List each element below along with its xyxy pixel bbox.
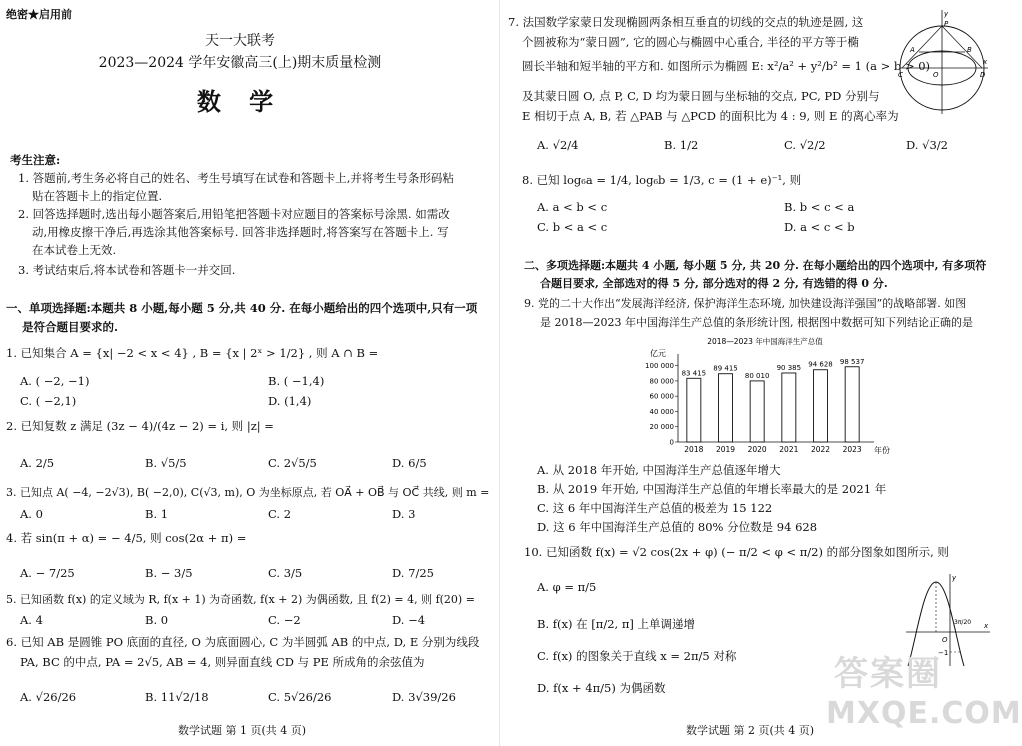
section1-heading-cont: 是符合题目要求的.	[22, 320, 119, 334]
question-5: 5. 已知函数 f(x) 的定义域为 R, f(x + 1) 为奇函数, f(x + 2) 为偶函数, 且 f(2) = 4, 则 f(20) =	[6, 593, 475, 606]
q5-option-a: A. 4	[20, 613, 43, 627]
chart-category-label: 2023	[842, 445, 862, 454]
q7-option-d: D. √3/2	[906, 138, 948, 152]
marine-gdp-bar-chart	[630, 334, 900, 458]
fig7-label: B	[967, 46, 972, 54]
section2-heading-cont: 合题目要求, 全部选对的得 5 分, 部分选对的得 2 分, 有选错的得 0 分.	[540, 277, 888, 290]
q6-option-a: A. √26/26	[20, 690, 77, 704]
question-6: 6. 已知 AB 是圆锥 PO 底面的直径, O 为底面圆心, C 为半圆弧 AB 的中点, D, E 分别为线段	[6, 635, 480, 649]
question-7-line: 及其蒙日圆 O, 点 P, C, D 均为蒙日圆与坐标轴的交点, PC, PD 分别与	[522, 89, 880, 103]
question-6-cont: PA, BC 的中点, PA = 2√5, AB = 4, 则异面直线 CD 与 PE 所成角的余弦值为	[20, 655, 425, 669]
notice-line: 动,用橡皮擦干净后,再选涂其他答案标号. 回答非选择题时,将答案写在答题卡上. 写	[32, 225, 449, 239]
chart-data-label: 83 415	[681, 369, 707, 378]
page-footer-left: 数学试题 第 1 页(共 4 页)	[178, 724, 307, 737]
q1-option-d: D. (1,4)	[268, 394, 312, 408]
q2-option-d: D. 6/5	[392, 456, 427, 470]
q7-option-c: C. √2/2	[784, 138, 826, 152]
fig7-label: x	[983, 58, 988, 66]
chart-data-label: 89 415	[713, 364, 738, 373]
q9-option-d: D. 这 6 年中国海洋生产总值的 80% 分位数是 94 628	[537, 520, 818, 534]
fig7-label: O	[933, 71, 939, 79]
q4-option-b: B. − 3/5	[145, 566, 193, 580]
tangent-pc	[902, 26, 942, 68]
question-4: 4. 若 sin(π + α) = − 4/5, 则 cos(2α + π) =	[6, 531, 247, 545]
fig7-label: C	[898, 71, 903, 79]
q3-option-c: C. 2	[268, 507, 292, 521]
chart-bar	[782, 373, 796, 442]
monge-circle-figure	[898, 6, 990, 118]
q7-option-a: A. √2/4	[537, 138, 579, 152]
q9-option-c: C. 这 6 年中国海洋生产总值的极差为 15 122	[537, 501, 773, 515]
tangent-pd	[942, 26, 982, 68]
chart-category-label: 2021	[779, 445, 799, 454]
q1-option-a: A. ( −2, −1)	[20, 374, 90, 388]
question-1: 1. 已知集合 A = {x| −2 < x < 4} , B = {x | 2ˣ > 1/2} , 则 A ∩ B =	[6, 346, 379, 360]
q10-option-b: B. f(x) 在 [π/2, π] 上单调递增	[537, 617, 696, 631]
chart-bar	[845, 367, 859, 442]
notice-line: 3. 考试结束后,将本试卷和答题卡一并交回.	[18, 263, 236, 277]
q8-option-b: B. b < c < a	[784, 200, 855, 214]
chart-data-label: 98 537	[839, 357, 865, 366]
watermark-brand: 答案圈	[834, 654, 942, 694]
q4-option-d: D. 7/25	[392, 566, 434, 580]
fig7-label: y	[944, 10, 949, 18]
fig7-label: D	[980, 71, 986, 79]
q6-option-c: C. 5√26/26	[268, 690, 332, 704]
notice-line: 在本试卷上无效.	[32, 243, 117, 257]
chart-xlabel: 年份	[874, 446, 890, 455]
q8-option-a: A. a < b < c	[537, 200, 608, 214]
question-10: 10. 已知函数 f(x) = √2 cos(2x + φ) (− π/2 < φ < π/2) 的部分图象如图所示, 则	[524, 545, 949, 559]
notice-line: 贴在答题卡上的指定位置.	[32, 189, 163, 203]
question-7-line: E 相切于点 A, B, 若 △PAB 与 △PCD 的面积比为 4 : 9, 则 E 的离心率为	[522, 109, 899, 123]
question-9-cont: 是 2018—2023 年中国海洋生产总值的条形统计图, 根据图中数据可知下列结论正确的是	[540, 316, 973, 329]
q8-option-d: D. a < c < b	[784, 220, 855, 234]
notice-line: 1. 答题前,考生务必将自己的姓名、考生号填写在试卷和答题卡上,并将考生号条形码粘	[18, 171, 454, 185]
page-footer-right: 数学试题 第 2 页(共 4 页)	[686, 724, 815, 737]
q9-option-b: B. 从 2019 年开始, 中国海洋生产总值的年增长率最大的是 2021 年	[537, 482, 887, 496]
q2-option-c: C. 2√5/5	[268, 456, 317, 470]
section1-heading: 一、单项选择题:本题共 8 小题,每小题 5 分,共 40 分. 在每小题给出的四个选项中,只有一项	[6, 301, 478, 315]
exam-org-title: 天一大联考	[205, 33, 275, 49]
chart-data-label: 80 010	[744, 371, 770, 380]
subject-title: 数 学	[196, 87, 284, 116]
q6-option-b: B. 11√2/18	[145, 690, 209, 704]
q1-option-c: C. ( −2,1)	[20, 394, 77, 408]
chart-ytick-label: 60 000	[649, 392, 674, 401]
fig10-label: O	[942, 636, 948, 644]
secret-label: 绝密★启用前	[6, 8, 72, 21]
question-3: 3. 已知点 A( −4, −2√3), B( −2,0), C(√3, m), O 为坐标原点, 若 OA⃗ + OB⃗ 与 OC⃗ 共线, 则 m =	[6, 486, 490, 499]
q3-option-d: D. 3	[392, 507, 416, 521]
question-7-line: 圆长半轴和短半轴的平方和. 如图所示为椭圆 E: x²/a² + y²/b² = 1 (a > b > 0)	[522, 59, 931, 73]
question-7-line: 个圆被称为“蒙日圆”, 它的圆心与椭圆中心重合, 半径的平方等于椭	[522, 35, 859, 49]
fig7-label: P	[944, 20, 949, 28]
chart-ytick-label: 100 000	[645, 362, 674, 371]
fig7-label: A	[910, 46, 915, 54]
q4-option-c: C. 3/5	[268, 566, 303, 580]
chart-ytick-label: 80 000	[649, 377, 674, 386]
watermark-url: MXQE.COM	[826, 696, 1022, 731]
chart-ytick-label: 40 000	[649, 407, 674, 416]
chart-category-label: 2020	[747, 445, 767, 454]
chart-ylabel: 亿元	[650, 349, 666, 358]
fig10-label: 3π/20	[954, 619, 972, 626]
chart-bar	[750, 381, 764, 442]
question-9: 9. 党的二十大作出“发展海洋经济, 保护海洋生态环境, 加快建设海洋强国”的战略部署. 如图	[524, 297, 967, 310]
fig10-label: y	[952, 574, 957, 582]
fig10-label: −1	[938, 649, 949, 657]
chart-category-label: 2022	[810, 445, 831, 454]
question-8: 8. 已知 log₆a = 1/4, log₆b = 1/3, c = (1 + e)⁻¹, 则	[522, 173, 802, 187]
chart-data-label: 94 628	[808, 360, 833, 369]
page-divider	[499, 0, 500, 746]
q2-option-a: A. 2/5	[20, 456, 55, 470]
q10-option-a: A. φ = π/5	[537, 580, 597, 594]
q8-option-c: C. b < a < c	[537, 220, 608, 234]
q9-option-a: A. 从 2018 年开始, 中国海洋生产总值逐年增大	[537, 463, 781, 477]
exam-title: 2023—2024 学年安徽高三(上)期末质量检测	[98, 55, 382, 71]
fig10-label: x	[984, 622, 989, 630]
q5-option-c: C. −2	[268, 613, 301, 627]
chart-bar	[814, 370, 828, 442]
q6-option-d: D. 3√39/26	[392, 690, 456, 704]
chart-title: 2018—2023 年中国海洋生产总值	[707, 337, 823, 346]
chart-ytick-label: 0	[669, 438, 674, 447]
chart-bar	[719, 374, 733, 442]
chart-category-label: 2019	[715, 445, 736, 454]
q3-option-b: B. 1	[145, 507, 169, 521]
section2-heading: 二、多项选择题:本题共 4 小题, 每小题 5 分, 共 20 分. 在每小题给出的四个选项中, 有多项符	[524, 259, 987, 272]
notice-heading: 考生注意:	[10, 153, 61, 167]
notice-line: 2. 回答选择题时,选出每小题答案后,用铅笔把答题卡对应题目的答案标号涂黑. 如需改	[18, 207, 450, 221]
chart-ytick-label: 20 000	[649, 423, 674, 432]
q2-option-b: B. √5/5	[145, 456, 187, 470]
q7-option-b: B. 1/2	[664, 138, 699, 152]
q3-option-a: A. 0	[20, 507, 43, 521]
q5-option-d: D. −4	[392, 613, 426, 627]
q1-option-b: B. ( −1,4)	[268, 374, 325, 388]
q5-option-b: B. 0	[145, 613, 169, 627]
q10-option-c: C. f(x) 的图象关于直线 x = 2π/5 对称	[537, 649, 737, 663]
chart-bar	[687, 378, 701, 442]
q10-option-d: D. f(x + 4π/5) 为偶函数	[537, 681, 666, 695]
question-7: 7. 法国数学家蒙日发现椭圆两条相互垂直的切线的交点的轨迹是圆, 这	[508, 15, 864, 29]
chart-category-label: 2018	[684, 445, 704, 454]
question-2: 2. 已知复数 z 满足 (3z − 4)/(4z − 2) = i, 则 |z| =	[6, 419, 274, 433]
chart-data-label: 90 385	[776, 363, 802, 372]
q4-option-a: A. − 7/25	[20, 566, 75, 580]
